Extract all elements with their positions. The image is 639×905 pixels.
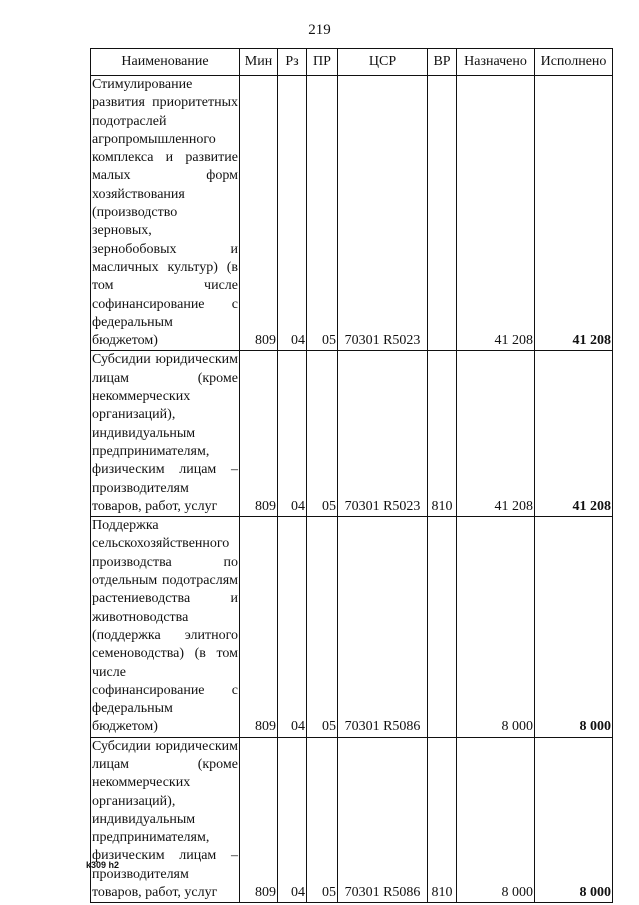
row-assigned: 8 000 (457, 517, 535, 738)
budget-table (90, 48, 613, 903)
row-csr: 70301 R5086 (338, 737, 428, 903)
row-rz: 04 (278, 76, 307, 351)
row-pr: 05 (307, 737, 338, 903)
row-assigned: 8 000 (457, 737, 535, 903)
header-rz: Рз (278, 49, 307, 76)
row-csr: 70301 R5023 (338, 351, 428, 517)
row-rz: 04 (278, 737, 307, 903)
header-pr: ПР (307, 49, 338, 76)
row-vr: 810 (428, 737, 457, 903)
row-vr (428, 76, 457, 351)
row-name: Поддержка сельскохозяйственного производства по отдельным подотраслям растениеводства и животноводства (поддержка элитного семеноводства) (в том числе софинансирование с федеральным бюджетом) (91, 517, 240, 738)
row-name: Субсидии юридическим лицам (кроме некоммерческих организаций), индивидуальным предпринимателям, физическим лицам – производителям товаров, работ, услуг (91, 351, 240, 517)
row-min: 809 (240, 351, 278, 517)
row-assigned: 41 208 (457, 76, 535, 351)
table-row (91, 351, 613, 517)
row-executed: 41 208 (535, 76, 613, 351)
row-pr: 05 (307, 76, 338, 351)
row-min: 809 (240, 76, 278, 351)
row-vr: 810 (428, 351, 457, 517)
row-executed: 8 000 (535, 737, 613, 903)
row-rz: 04 (278, 351, 307, 517)
table-row (91, 76, 613, 351)
header-name: Наименование (91, 49, 240, 76)
row-pr: 05 (307, 351, 338, 517)
row-name: Субсидии юридическим лицам (кроме некоммерческих организаций), индивидуальным предпринимателям, физическим лицам – производителям товаров, работ, услуг (91, 737, 240, 903)
table-row (91, 517, 613, 738)
header-vr: ВР (428, 49, 457, 76)
row-executed: 41 208 (535, 351, 613, 517)
row-rz: 04 (278, 517, 307, 738)
row-vr (428, 517, 457, 738)
row-name: Стимулирование развития приоритетных подотраслей агропромышленного комплекса и развитие малых форм хозяйствования (производство зерновых, зернобобовых и масличных культур) (в том числе софинансирование с федеральным бюджетом) (91, 76, 240, 351)
header-executed: Исполнено (535, 49, 613, 76)
row-min: 809 (240, 517, 278, 738)
row-pr: 05 (307, 517, 338, 738)
header-assigned: Назначено (457, 49, 535, 76)
row-csr: 70301 R5086 (338, 517, 428, 738)
page-number: 219 (308, 22, 331, 38)
header-min: Мин (240, 49, 278, 76)
header-csr: ЦСР (338, 49, 428, 76)
row-csr: 70301 R5023 (338, 76, 428, 351)
row-min: 809 (240, 737, 278, 903)
table-row (91, 737, 613, 903)
footer-code: k309 h2 (86, 860, 120, 870)
row-executed: 8 000 (535, 517, 613, 738)
row-assigned: 41 208 (457, 351, 535, 517)
table-header-row (91, 49, 613, 76)
